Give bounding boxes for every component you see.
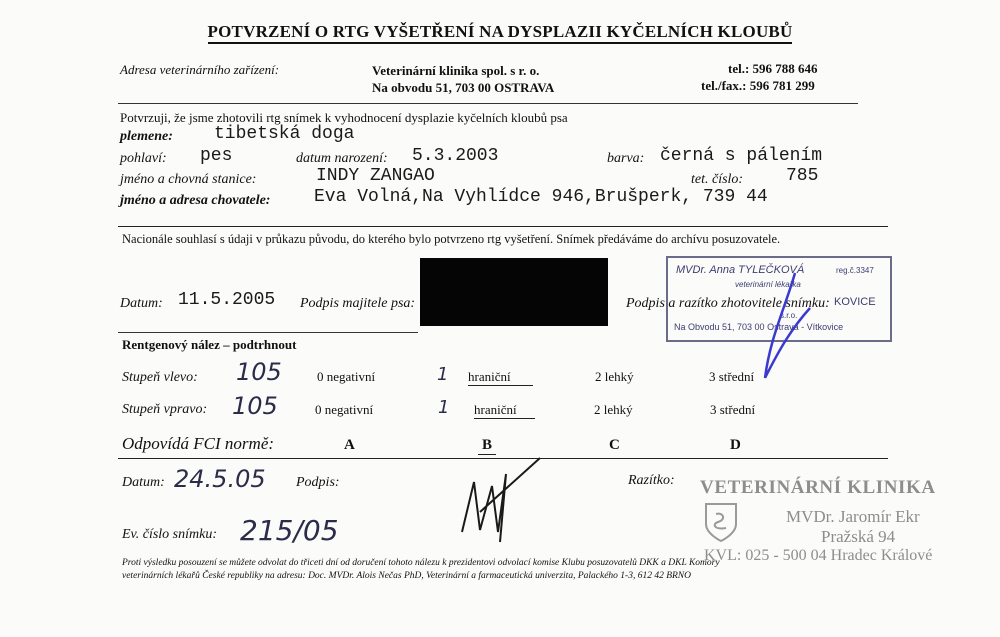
right-opt2: 2 lehký	[594, 402, 633, 417]
clinic-address: Na obvodu 51, 703 00 OSTRAVA	[372, 80, 555, 95]
date-label: Datum:	[120, 296, 163, 311]
date-value: 11.5.2005	[178, 290, 276, 310]
tattoo-value: 785	[786, 166, 819, 186]
clinic-name: Veterinární klinika spol. s r. o.	[372, 63, 540, 78]
stamp-line1: MVDr. Anna TYLEČKOVÁ	[676, 264, 805, 276]
divider	[118, 226, 888, 227]
right-opt3: 3 střední	[710, 402, 756, 417]
fci-grade-b: B	[478, 437, 496, 455]
color-value: černá s pálením	[660, 146, 823, 166]
stamp-line4: s.r.o.	[780, 311, 798, 320]
signature-scribble	[440, 452, 560, 552]
photo-label: Ev. číslo snímku:	[122, 527, 217, 542]
clinic-address-label: Adresa veterinárního zařízení:	[120, 62, 280, 77]
stamp-reg: reg.č.3347	[836, 266, 874, 275]
bottom-date-value: 24.5.05	[174, 465, 266, 493]
fci-label: Odpovídá FCI normě:	[122, 434, 275, 453]
sex-value: pes	[200, 146, 233, 166]
breed-label: plemene:	[120, 129, 173, 144]
dob-value: 5.3.2003	[412, 146, 499, 166]
vet-sign-label: Podpis a razítko zhotovitele snímku:	[626, 296, 830, 311]
left-label: Stupeň vlevo:	[122, 370, 198, 385]
clinic-stamp-line4: KVL: 025 - 500 04 Hradec Králové	[704, 547, 933, 564]
stamp-line3: KOVICE	[834, 296, 876, 308]
dob-label: datum narození:	[296, 151, 388, 166]
stamp-line5: Na Obvodu 51, 703 00 Ostrava - Vítkovice	[674, 322, 844, 332]
fci-grade-c: C	[609, 437, 620, 453]
dog-name-value: INDY ZANGAO	[316, 166, 435, 186]
bottom-date-label: Datum:	[122, 475, 165, 490]
page-title: POTVRZENÍ O RTG VYŠETŘENÍ NA DYSPLAZII KYČELNÍCH KLOUBŮ	[0, 22, 1000, 42]
right-opt1-num: 1	[438, 397, 450, 418]
redaction-block	[420, 258, 608, 326]
right-label: Stupeň vpravo:	[122, 402, 208, 417]
sex-label: pohlaví:	[120, 151, 167, 166]
right-value: 105	[232, 392, 278, 420]
divider	[118, 103, 858, 104]
clinic-stamp-line2: MVDr. Jaromír Ekr	[786, 507, 920, 526]
consent-text: Nacionále souhlasí s údaji v průkazu původu, do kterého bylo potvrzeno rtg vyšetření. Snímek předáváme do archívu posuzovatele.	[122, 232, 781, 246]
left-opt1: hraniční	[468, 369, 533, 386]
confirm-text: Potvrzuji, že jsme zhotovili rtg snímek k vyhodnocení dysplazie kyčelních kloubů psa	[120, 110, 568, 125]
left-opt1-num: 1	[437, 364, 449, 385]
photo-value: 215/05	[240, 514, 339, 547]
appeal-note-2: veterinárních lékařů České republiky na adresu: Doc. MVDr. Alois Nečas PhD, Veterinární a farmaceutická univerzita, Palackého 1-3, 612 42 BRNO	[122, 571, 692, 581]
clinic-stamp-line3: Pražská 94	[821, 527, 896, 546]
divider	[118, 332, 418, 333]
name-label: jméno a chovná stanice:	[120, 172, 257, 187]
clinic-stamp-line1: VETERINÁRNÍ KLINIKA	[700, 477, 936, 498]
right-opt0: 0 negativní	[315, 402, 374, 417]
left-opt0: 0 negativní	[317, 369, 376, 384]
owner-value: Eva Volná,Na Vyhlídce 946,Brušperk, 739 44	[314, 187, 768, 207]
xray-heading: Rentgenový nález – podtrhnout	[122, 337, 297, 352]
fci-grade-d: D	[730, 437, 741, 453]
tattoo-label: tet. číslo:	[691, 172, 744, 187]
color-label: barva:	[607, 151, 645, 166]
clinic-fax: tel./fax.: 596 781 299	[701, 78, 815, 93]
right-opt1: hraniční	[474, 402, 535, 419]
left-value: 105	[236, 358, 282, 386]
stamp-line2: veterinární lékařka	[735, 280, 801, 289]
appeal-note: Proti výsledku posouzení se můžete odvolat do třiceti dní od doručení tohoto nálezu k prezidentovi odvolací komise Klubu posuzovatelů DKK a DKL Komory	[122, 558, 720, 568]
left-opt2: 2 lehký	[595, 369, 634, 384]
breed-value: tibetská doga	[214, 124, 355, 144]
bottom-sign-label: Podpis:	[296, 475, 340, 490]
left-opt3: 3 střední	[709, 369, 755, 384]
owner-label: jméno a adresa chovatele:	[120, 193, 271, 208]
owner-sign-label: Podpis majitele psa:	[300, 296, 416, 311]
fci-grade-a: A	[344, 437, 355, 453]
shield-icon	[702, 500, 740, 544]
bottom-stamp-label: Razítko:	[628, 473, 675, 488]
clinic-tel: tel.: 596 788 646	[728, 61, 818, 76]
